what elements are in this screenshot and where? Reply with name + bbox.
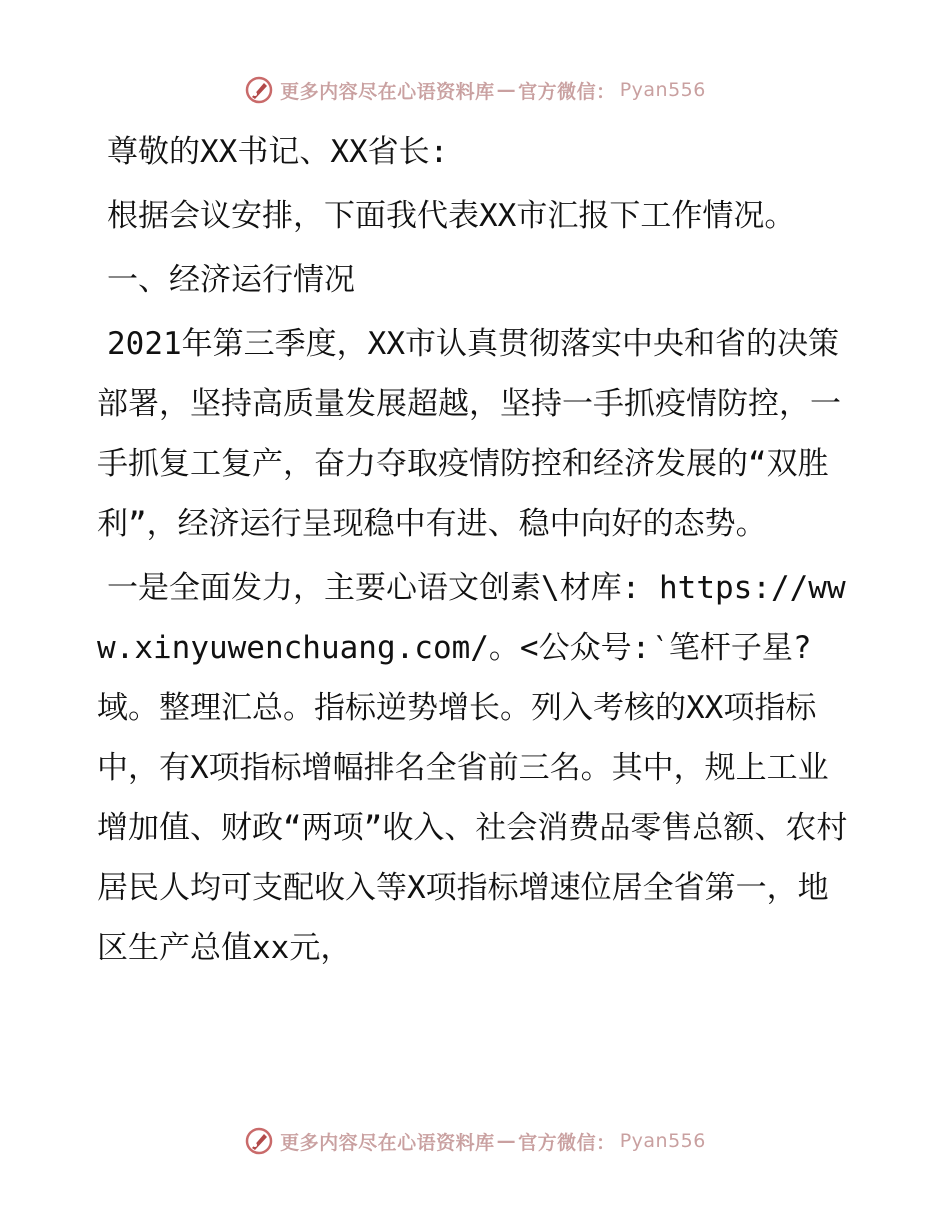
- section-heading: 一、经济运行情况: [107, 262, 355, 298]
- pen-nib-logo-icon: [244, 1126, 274, 1156]
- pen-nib-logo-icon: [244, 75, 274, 105]
- watermark-brand-text: 更多内容尽在心语资料库: [280, 80, 495, 103]
- watermark-wechat-id: Pyan556: [619, 79, 706, 101]
- watermark-brand-text: 更多内容尽在心语资料库: [280, 1131, 495, 1154]
- salutation: 尊敬的XX书记、XX省长:: [107, 134, 449, 170]
- document-body: [97, 122, 857, 982]
- watermark-footer: [0, 1121, 950, 1161]
- watermark-separator: —: [496, 79, 517, 101]
- watermark-official-label: 官方微信：: [518, 80, 616, 103]
- intro-paragraph: 根据会议安排，下面我代表XX市汇报下工作情况。: [107, 198, 796, 234]
- economy-paragraph: 2021年第三季度，XX市认真贯彻落实中央和省的决策部署，坚持高质量发展超越，坚持一手抓疫情防控，一手抓复工复产，奋力夺取疫情防控和经济发展的“双胜利”，经济运行呈现稳中有进、稳中向好的态势。: [97, 326, 841, 542]
- indicators-paragraph: 一是全面发力，主要心语文创素\材库: https://www.xinyuwenchuang.com/。<公众号:‵笔杆子星?域。整理汇总。指标逆势增长。列入考核的XX项指标中，有X项指标增幅排名全省前三名。其中，规上工业增加值、财政“两项”收入、社会消费品零售总额、农村居民人均可支配收入等X项指标增速位居全省第一，地区生产总值xx元，: [97, 570, 848, 966]
- watermark-wechat-id: Pyan556: [619, 1130, 706, 1152]
- watermark-official-label: 官方微信：: [518, 1131, 616, 1154]
- watermark-header: [0, 70, 950, 110]
- watermark-separator: —: [496, 1130, 517, 1152]
